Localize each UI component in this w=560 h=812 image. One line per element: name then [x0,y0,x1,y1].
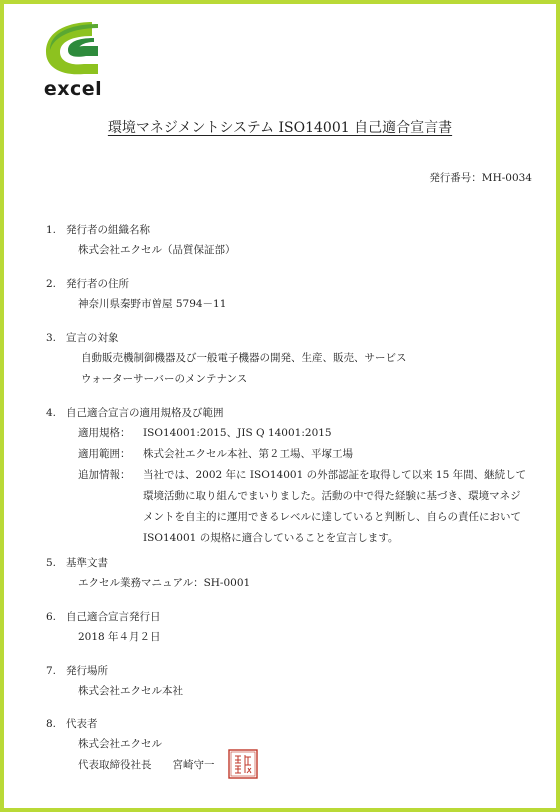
section-heading: 発行場所 [66,665,108,677]
section-number: 4. [46,407,57,419]
section-line: 株式会社エクセル本社 [78,685,183,697]
section-number: 7. [46,665,57,677]
section-number: 8. [46,718,57,730]
section-number: 1. [46,224,57,236]
section-line: エクセル業務マニュアル：SH-0001 [78,577,251,589]
section-number: 6. [46,611,57,623]
section-heading: 代表者 [66,718,98,730]
logo-mark-icon [40,20,106,80]
section-number: 5. [46,557,57,569]
document-title [0,119,560,137]
section-line: 株式会社エクセル [78,738,162,750]
section-line: 自動販売機制御機器及び一般電子機器の開発、生産、販売、サービス [81,352,407,364]
section-heading: 自己適合宣言発行日 [66,611,161,623]
applicable-scope-value: 株式会社エクセル本社、第２工場、平塚工場 [143,448,353,460]
additional-info-line: 環境活動に取り組んでまいりました。活動の中で得た経験に基づき、環境マネジ [143,490,521,502]
company-logo [40,20,106,100]
section-number: 3. [46,332,57,344]
title-text: 環境マネジメントシステム ISO14001 自己適合宣言書 [107,120,453,136]
section-line: 2018 年４月２日 [78,631,161,643]
representative-name: 代表取締役社長 宮崎守一 [78,759,215,771]
section-heading: 自己適合宣言の適用規格及び範囲 [66,407,224,419]
issue-number: 発行番号：MH-0034 [429,172,532,184]
applicable-scope-label: 適用範囲： [78,448,131,460]
logo-wordmark: excel [43,78,103,100]
section-line: ウォーターサーバーのメンテナンス [81,373,248,385]
company-seal-stamp [228,749,258,779]
section-heading: 発行者の組織名称 [66,224,150,236]
section-heading: 発行者の住所 [66,278,129,290]
additional-info-line: 当社では、2002 年に ISO14001 の外部認証を取得して以来 15 年間、継続して [143,469,527,481]
applicable-standard-value: ISO14001:2015、JIS Q 14001:2015 [143,427,332,439]
additional-info-line: ISO14001 の規格に適合していることを宣言します。 [143,532,399,544]
section-heading: 宣言の対象 [66,332,119,344]
section-heading: 基準文書 [66,557,108,569]
section-line: 神奈川県秦野市曽屋 5794－11 [78,298,227,310]
additional-info-label: 追加情報： [78,469,131,481]
section-line: 株式会社エクセル（品質保証部） [78,244,236,256]
additional-info-line: メントを自主的に運用できるレベルに達していると判断し、自らの責任において [143,511,521,523]
applicable-standard-label: 適用規格： [78,427,131,439]
section-number: 2. [46,278,57,290]
